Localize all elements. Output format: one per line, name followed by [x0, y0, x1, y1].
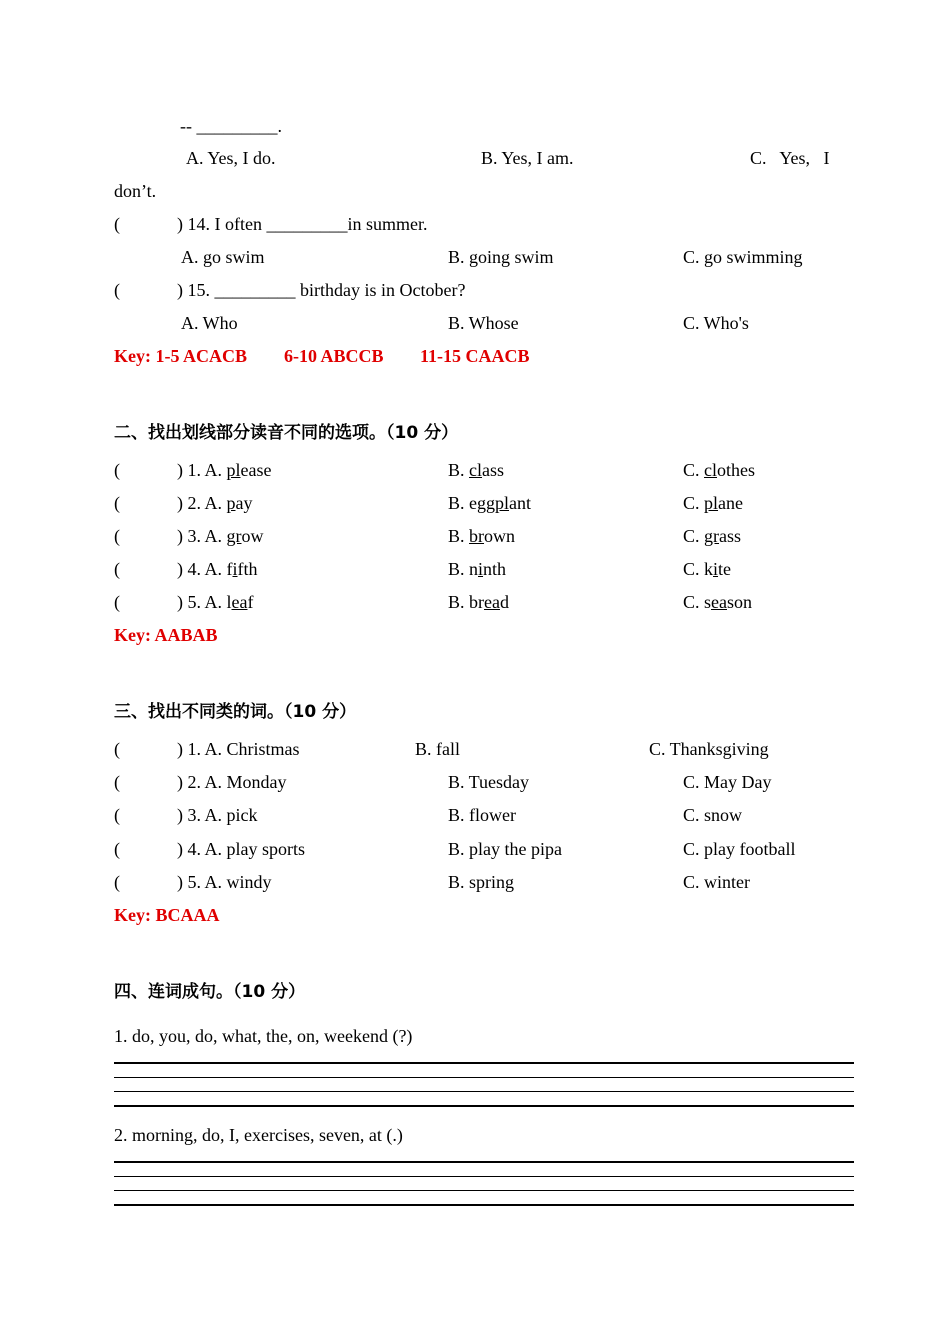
answer-paren[interactable]: ( — [114, 280, 120, 300]
s2-q1-option-c[interactable]: C. clothes — [683, 460, 756, 480]
answer-paren[interactable]: ( — [114, 460, 120, 480]
writing-line[interactable] — [114, 1105, 854, 1107]
s3-q3-option-b[interactable]: B. flower — [448, 805, 516, 825]
answer-key-1-5: Key: 1-5 ACACB — [114, 346, 247, 366]
s2-q3-option-a[interactable]: ) 3. A. grow — [177, 526, 264, 546]
writing-line[interactable] — [114, 1204, 854, 1206]
s2-q2-option-c[interactable]: C. plane — [683, 493, 744, 513]
q13-option-b[interactable]: B. Yes, I am. — [481, 148, 574, 168]
s2-q3-option-c[interactable]: C. grass — [683, 526, 742, 546]
q13-option-a[interactable]: A. Yes, I do. — [186, 148, 276, 168]
answer-key-11-15: 11-15 CAACB — [420, 346, 530, 366]
s2-q2-option-a[interactable]: ) 2. A. pay — [177, 493, 253, 513]
s2-q5-option-a[interactable]: ) 5. A. leaf — [177, 592, 254, 612]
s3-q4-option-b[interactable]: B. play the pipa — [448, 839, 562, 859]
section3-answer-key: Key: BCAAA — [114, 905, 220, 925]
s3-q2-option-b[interactable]: B. Tuesday — [448, 772, 530, 792]
s2-q1-option-a[interactable]: ) 1. A. please — [177, 460, 272, 480]
writing-line[interactable] — [114, 1062, 854, 1064]
q13-option-c-wrap: don’t. — [114, 181, 157, 201]
section2-answer-key: Key: AABAB — [114, 625, 218, 645]
s4-q1-prompt: 1. do, you, do, what, the, on, weekend (?) — [114, 1026, 413, 1046]
s4-q2-prompt: 2. morning, do, I, exercises, seven, at (.) — [114, 1125, 403, 1145]
s3-q2-option-a[interactable]: ) 2. A. Monday — [177, 772, 287, 792]
s3-q1-option-b[interactable]: B. fall — [415, 739, 460, 759]
s3-q5-option-b[interactable]: B. spring — [448, 872, 515, 892]
q15-stem: ) 15. _________ birthday is in October? — [177, 280, 466, 300]
s2-q4-option-c[interactable]: C. kite — [683, 559, 732, 579]
writing-line[interactable] — [114, 1161, 854, 1163]
answer-paren[interactable]: ( — [114, 214, 120, 234]
s3-q2-option-c[interactable]: C. May Day — [683, 772, 772, 792]
answer-paren[interactable]: ( — [114, 772, 120, 792]
answer-paren[interactable]: ( — [114, 872, 120, 892]
answer-paren[interactable]: ( — [114, 739, 120, 759]
writing-line[interactable] — [114, 1077, 854, 1078]
q13-option-c[interactable]: C. Yes, I — [750, 148, 830, 168]
s2-q5-option-b[interactable]: B. bread — [448, 592, 509, 612]
section4-title: 四、连词成句。（10 分） — [114, 982, 306, 1002]
s3-q5-option-c[interactable]: C. winter — [683, 872, 750, 892]
s3-q1-option-a[interactable]: ) 1. A. Christmas — [177, 739, 300, 759]
s2-q4-option-a[interactable]: ) 4. A. fifth — [177, 559, 258, 579]
section2-title: 二、找出划线部分读音不同的选项。（10 分） — [114, 423, 459, 443]
s2-q3-option-b[interactable]: B. brown — [448, 526, 516, 546]
q14-option-a[interactable]: A. go swim — [181, 247, 265, 267]
q14-option-c[interactable]: C. go swimming — [683, 247, 803, 267]
s3-q5-option-a[interactable]: ) 5. A. windy — [177, 872, 272, 892]
answer-paren[interactable]: ( — [114, 526, 120, 546]
writing-line[interactable] — [114, 1190, 854, 1191]
s3-q1-option-c[interactable]: C. Thanksgiving — [649, 739, 769, 759]
s2-q4-option-b[interactable]: B. ninth — [448, 559, 507, 579]
s3-q3-option-a[interactable]: ) 3. A. pick — [177, 805, 258, 825]
answer-key-6-10: 6-10 ABCCB — [284, 346, 384, 366]
answer-paren[interactable]: ( — [114, 559, 120, 579]
s3-q3-option-c[interactable]: C. snow — [683, 805, 743, 825]
q14-stem: ) 14. I often _________in summer. — [177, 214, 428, 234]
q15-option-c[interactable]: C. Who's — [683, 313, 749, 333]
s2-q1-option-b[interactable]: B. class — [448, 460, 505, 480]
writing-line[interactable] — [114, 1176, 854, 1177]
q15-option-a[interactable]: A. Who — [181, 313, 238, 333]
q13-answer-blank[interactable]: -- _________. — [180, 116, 282, 136]
answer-paren[interactable]: ( — [114, 805, 120, 825]
answer-paren[interactable]: ( — [114, 592, 120, 612]
section3-title: 三、找出不同类的词。（10 分） — [114, 702, 357, 722]
s3-q4-option-a[interactable]: ) 4. A. play sports — [177, 839, 305, 859]
q15-option-b[interactable]: B. Whose — [448, 313, 519, 333]
answer-paren[interactable]: ( — [114, 493, 120, 513]
answer-paren[interactable]: ( — [114, 839, 120, 859]
s2-q2-option-b[interactable]: B. eggplant — [448, 493, 532, 513]
s3-q4-option-c[interactable]: C. play football — [683, 839, 796, 859]
writing-line[interactable] — [114, 1091, 854, 1092]
s2-q5-option-c[interactable]: C. season — [683, 592, 753, 612]
q14-option-b[interactable]: B. going swim — [448, 247, 554, 267]
